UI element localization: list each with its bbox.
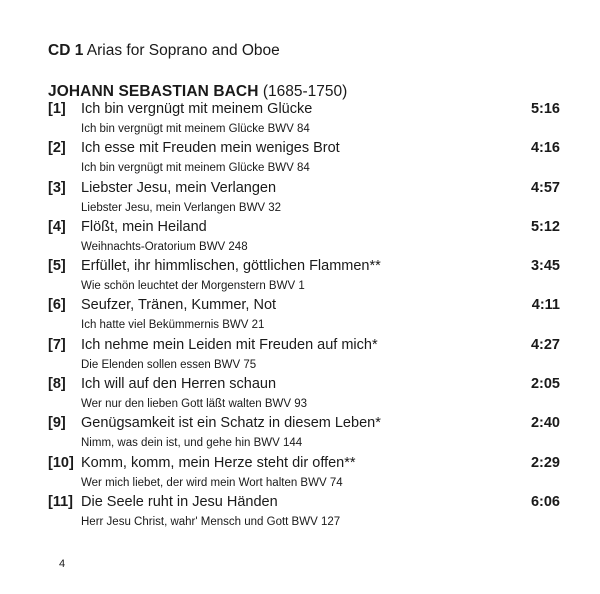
track-number: [10] [48, 454, 74, 471]
track-item [48, 179, 560, 218]
track-number: [8] [48, 376, 66, 393]
track-number: [3] [48, 179, 66, 196]
track-duration: 6:06 [530, 493, 560, 510]
track-item [48, 139, 560, 178]
track-title: Die Seele ruht in Jesu Händen [81, 493, 278, 510]
track-title: Genügsamkeit ist ein Schatz in diesem Leben* [81, 415, 381, 432]
track-duration: 5:12 [530, 218, 560, 235]
track-item [48, 257, 560, 296]
composer-dates: (1685-1750) [258, 83, 348, 100]
cd-subtitle: Arias for Soprano and Oboe [83, 42, 280, 59]
composer-name: JOHANN SEBASTIAN BACH [48, 83, 259, 100]
track-duration: 4:57 [530, 179, 560, 196]
track-title: Ich bin vergnügt mit meinem Glücke [81, 101, 313, 117]
track-title: Erfüllet, ihr himmlischen, göttlichen Flammen** [81, 258, 381, 275]
track-item [48, 296, 560, 335]
track-number: [1] [48, 101, 66, 117]
cd-heading [48, 42, 280, 60]
track-duration: 2:40 [530, 415, 560, 432]
track-source: Weihnachts-Oratorium BWV 248 [81, 240, 248, 253]
track-source: Die Elenden sollen essen BWV 75 [81, 358, 257, 371]
cd-label: CD 1 [48, 42, 84, 59]
track-source: Nimm, was dein ist, und gehe hin BWV 144 [81, 437, 303, 450]
track-item [48, 100, 560, 139]
track-number: [4] [48, 218, 66, 235]
track-duration: 4:11 [531, 297, 560, 314]
track-source: Wie schön leuchtet der Morgenstern BWV 1 [81, 280, 305, 293]
track-number: [11] [48, 493, 73, 510]
track-source: Wer mich liebet, der wird mein Wort halten BWV 74 [81, 476, 343, 489]
track-list [48, 100, 560, 532]
track-item [48, 493, 560, 532]
track-duration: 4:27 [530, 336, 560, 353]
track-number: [5] [48, 258, 66, 275]
page-number: 4 [59, 558, 66, 570]
track-title: Seufzer, Tränen, Kummer, Not [81, 297, 277, 314]
track-item [48, 218, 560, 257]
track-item [48, 414, 560, 453]
track-item [48, 336, 560, 375]
track-source: Ich bin vergnügt mit meinem Glücke BWV 84 [81, 123, 310, 135]
track-source: Ich bin vergnügt mit meinem Glücke BWV 84 [81, 162, 310, 175]
track-duration: 3:45 [530, 258, 560, 275]
track-duration: 5:16 [530, 101, 560, 117]
track-number: [9] [48, 415, 66, 432]
track-duration: 2:29 [530, 454, 560, 471]
track-title: Ich esse mit Freuden mein weniges Brot [81, 140, 340, 157]
track-title: Flößt, mein Heiland [81, 218, 207, 235]
track-source: Ich hatte viel Bekümmernis BWV 21 [81, 319, 265, 332]
track-title: Liebster Jesu, mein Verlangen [81, 179, 277, 196]
composer-heading [48, 83, 347, 101]
track-number: [2] [48, 140, 66, 157]
track-duration: 4:16 [530, 140, 560, 157]
track-source: Herr Jesu Christ, wahr' Mensch und Gott BWV 127 [81, 515, 341, 528]
track-source: Wer nur den lieben Gott läßt walten BWV 93 [81, 398, 308, 411]
track-title: Komm, komm, mein Herze steht dir offen** [81, 454, 356, 471]
track-title: Ich will auf den Herren schaun [81, 376, 277, 393]
track-title: Ich nehme mein Leiden mit Freuden auf mich* [81, 336, 378, 353]
track-number: [7] [48, 336, 66, 353]
track-duration: 2:05 [530, 376, 560, 393]
track-source: Liebster Jesu, mein Verlangen BWV 32 [81, 201, 282, 214]
track-item [48, 454, 560, 493]
track-item [48, 375, 560, 414]
track-number: [6] [48, 297, 66, 314]
